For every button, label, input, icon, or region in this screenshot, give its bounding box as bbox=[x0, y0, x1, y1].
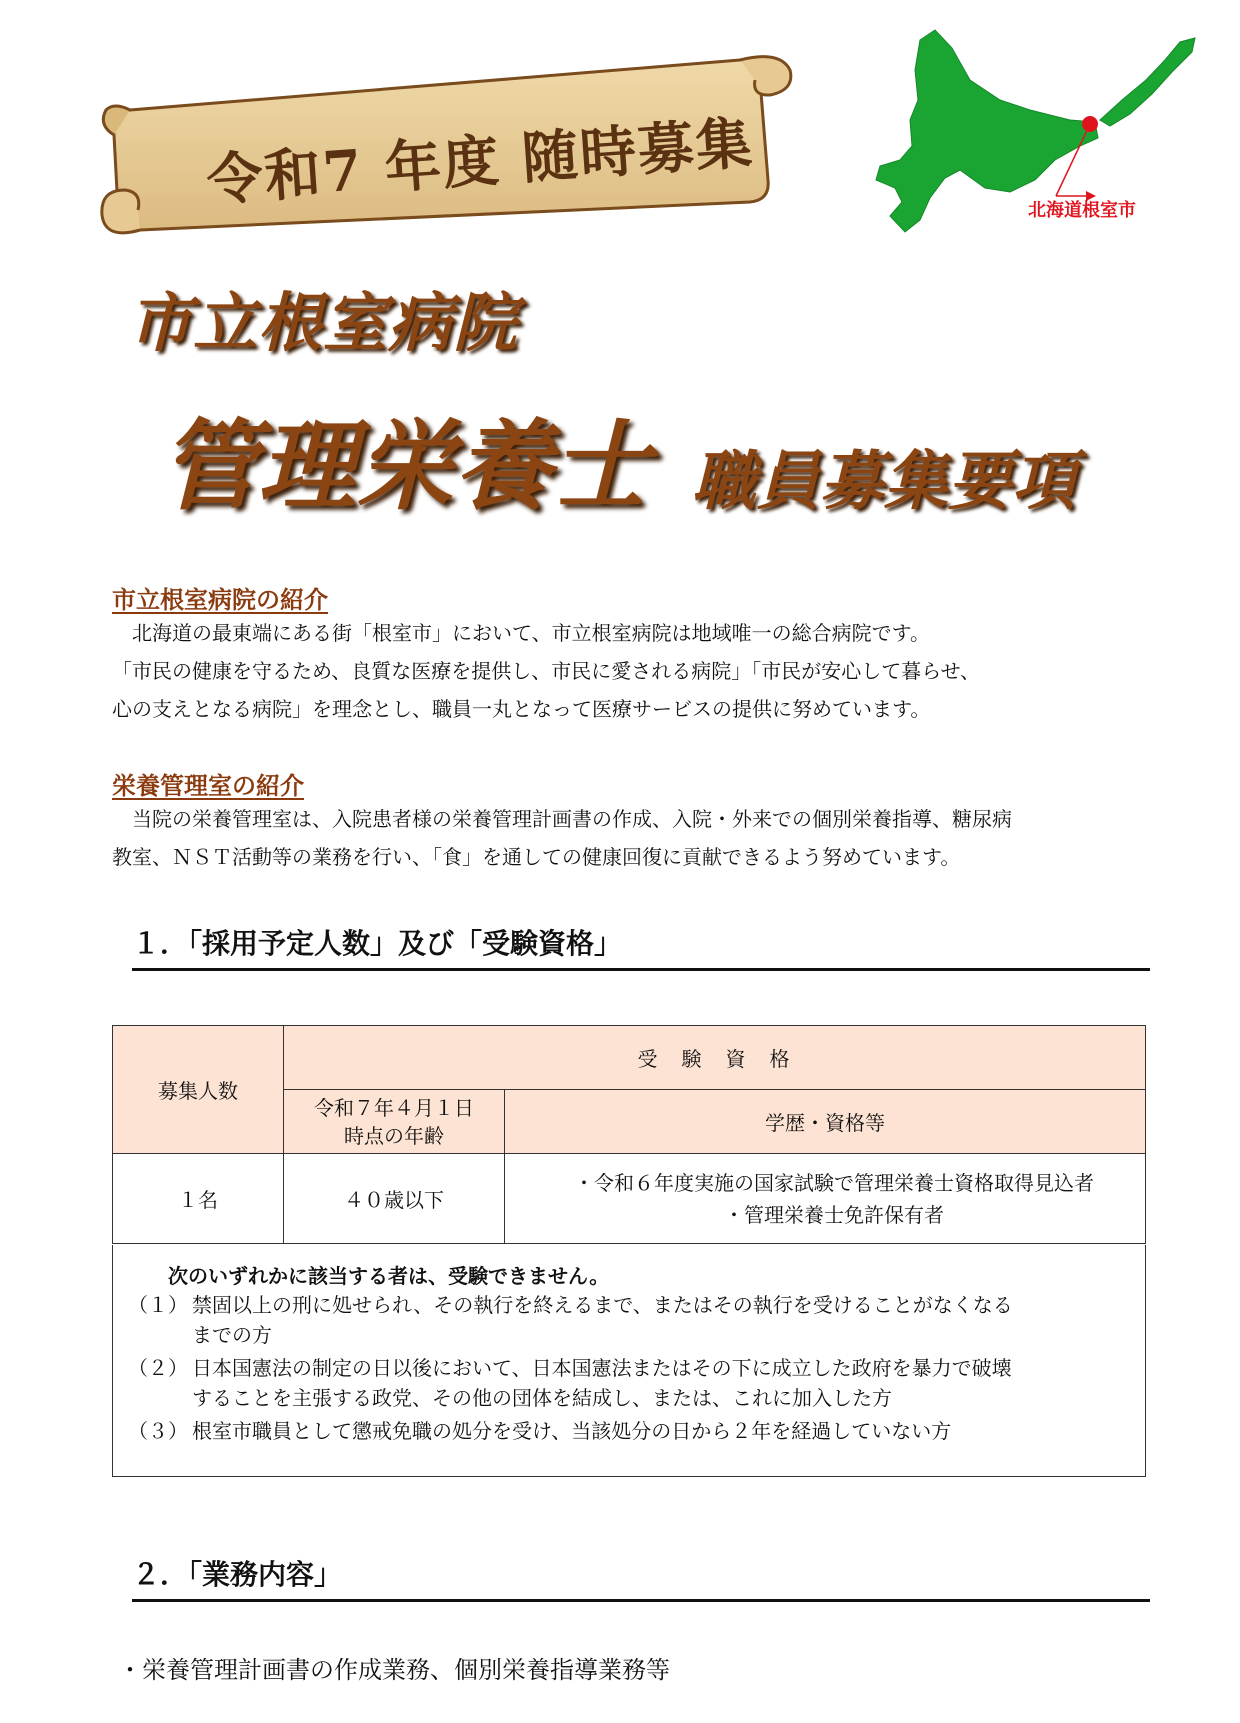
nutrition-intro-line: 当院の栄養管理室は、入院患者様の栄養管理計画書の作成、入院・外来での個別栄養指導、糖尿病 bbox=[132, 807, 1012, 831]
col-age: 令和７年４月１日 時点の年齢 bbox=[284, 1090, 505, 1154]
hospital-intro-line: 北海道の最東端にある街「根室市」において、市立根室病院は地域唯一の総合病院です。 bbox=[132, 621, 930, 645]
map-location-label: 北海道根室市 bbox=[1028, 200, 1136, 221]
hospital-intro-line: 「市民の健康を守るため、良質な医療を提供し、市民に愛される病院」「市民が安心して暮らせ、 bbox=[112, 659, 980, 683]
disqualification-item bbox=[192, 1290, 1132, 1350]
section2-heading: ２．「業務内容」 bbox=[132, 1553, 1150, 1602]
disqualification-line: 日本国憲法の制定の日以後において、日本国憲法またはその下に成立した政府を暴力で破壊 bbox=[192, 1356, 1012, 1380]
duty-item: ・栄養管理計画書の作成業務、個別栄養指導業務等 bbox=[118, 1656, 670, 1684]
qualification-list bbox=[505, 1154, 1146, 1244]
recruit-count-value: １名 bbox=[113, 1154, 284, 1244]
hospital-intro-text bbox=[112, 614, 1152, 728]
disqualification-line: することを主張する政党、その他の団体を結成し、または、これに加入した方 bbox=[192, 1386, 892, 1410]
hospital-title: 市立根室病院 bbox=[128, 286, 518, 361]
col-education: 学歴・資格等 bbox=[505, 1090, 1146, 1154]
qualification-item: ・管理栄養士免許保有者 bbox=[724, 1202, 944, 1227]
disqualification-num: （３） bbox=[128, 1419, 188, 1443]
banner-title: 令和7 年度 随時募集 bbox=[204, 109, 756, 215]
hospital-intro-line: 心の支えとなる病院」を理念とし、職員一丸となって医療サービスの提供に努めています。 bbox=[112, 697, 931, 721]
sub-title: 職員募集要項 bbox=[692, 444, 1076, 519]
disqualification-line: までの方 bbox=[192, 1323, 272, 1347]
nutrition-intro-text bbox=[112, 800, 1152, 876]
disqualification-num: （１） bbox=[128, 1293, 188, 1317]
disqualification-line: 禁固以上の刑に処せられ、その執行を終えるまで、またはその執行を受けることがなくなる bbox=[192, 1293, 1013, 1317]
hospital-intro-heading: 市立根室病院の紹介 bbox=[112, 586, 328, 614]
qualification-item: ・令和６年度実施の国家試験で管理栄養士資格取得見込者 bbox=[574, 1170, 1094, 1195]
col-qualifications: 受 験 資 格 bbox=[284, 1026, 1146, 1090]
requirements-table bbox=[112, 1025, 1146, 1244]
disqualification-item bbox=[192, 1416, 1132, 1446]
disqualification-line: 根室市職員として懲戒免職の処分を受け、当該処分の日から２年を経過していない方 bbox=[192, 1419, 952, 1443]
col-recruit-count: 募集人数 bbox=[113, 1026, 284, 1154]
age-limit-value: ４０歳以下 bbox=[284, 1154, 505, 1244]
nutrition-intro-heading: 栄養管理室の紹介 bbox=[112, 772, 304, 800]
nutrition-intro-line: 教室、ＮＳＴ活動等の業務を行い、「食」を通しての健康回復に貢献できるよう努めています。 bbox=[112, 845, 961, 869]
main-title: 管理栄養士 bbox=[160, 409, 651, 524]
disqualification-title: 次のいずれかに該当する者は、受験できません。 bbox=[168, 1264, 610, 1288]
disqualification-item bbox=[192, 1353, 1132, 1413]
section1-heading: １．「採用予定人数」及び「受験資格」 bbox=[132, 922, 1150, 971]
disqualification-num: （２） bbox=[128, 1356, 188, 1380]
